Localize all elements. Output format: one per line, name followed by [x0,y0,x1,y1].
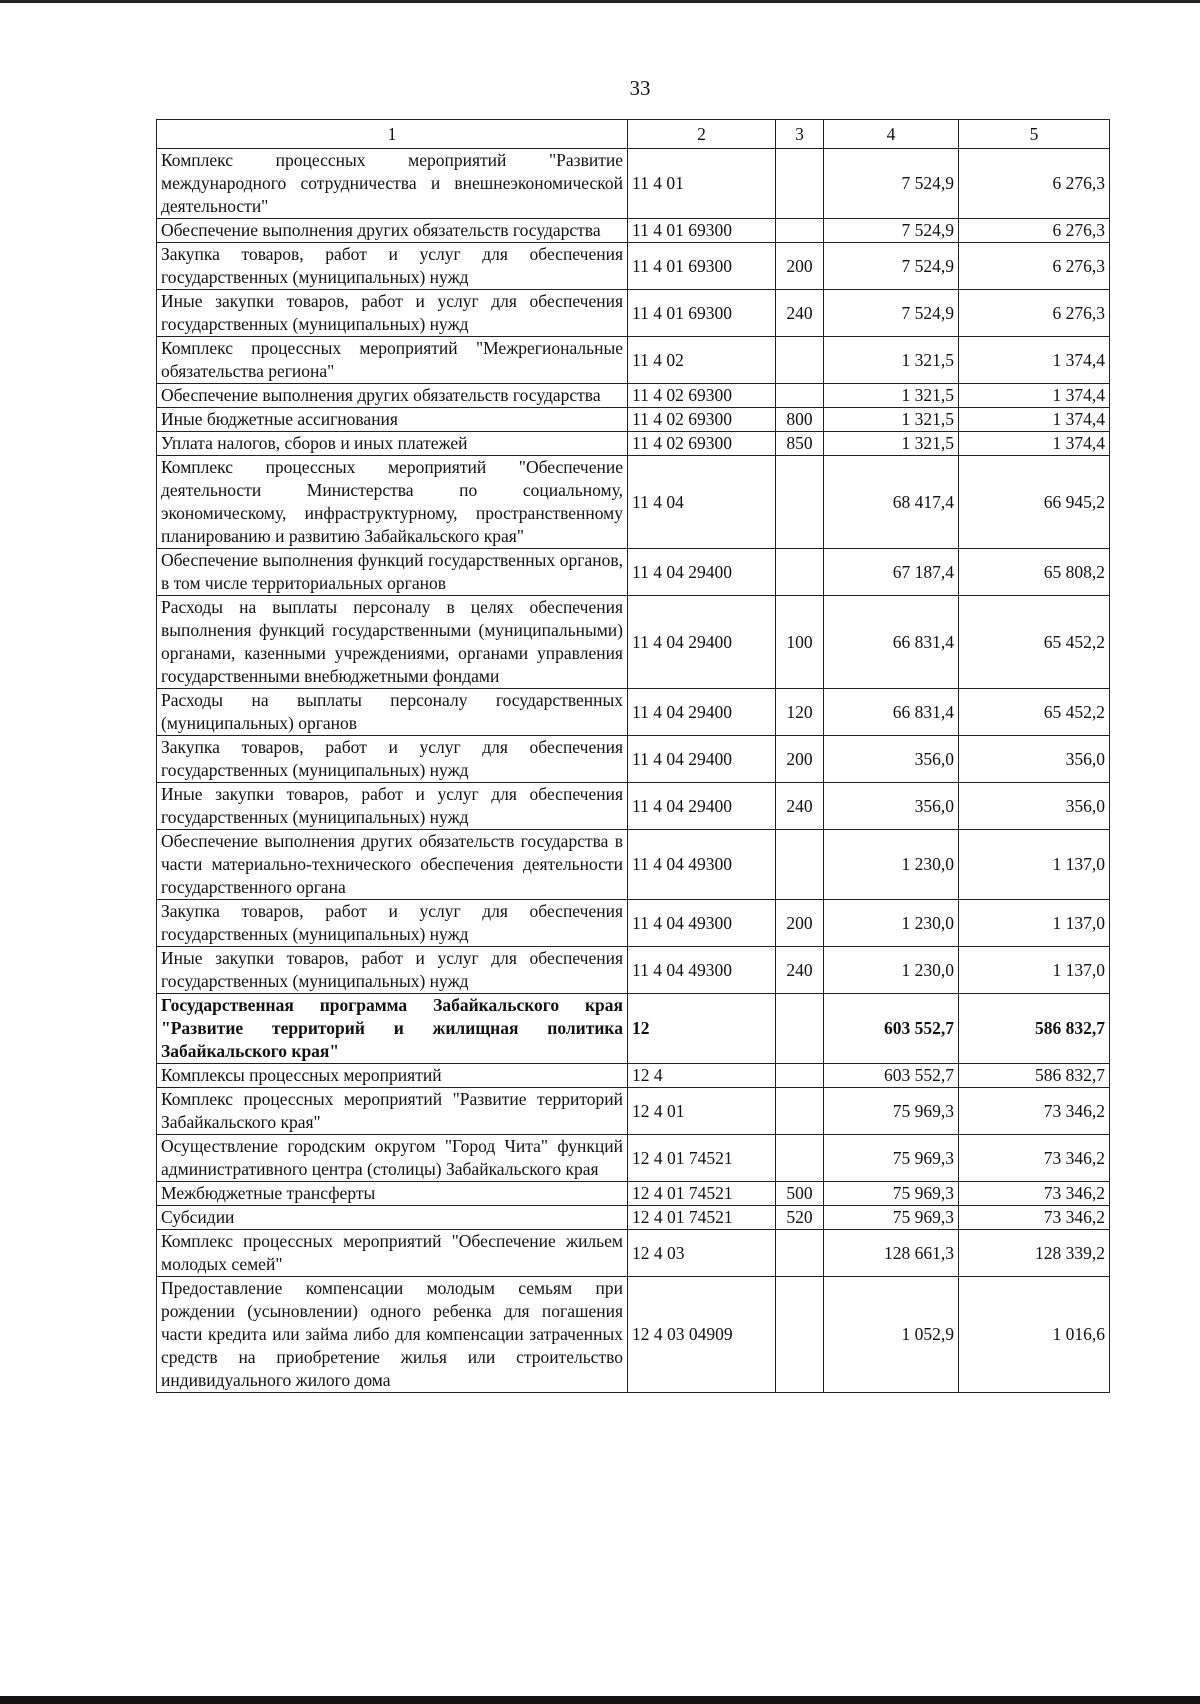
row-value-year1-cell: 1 321,5 [824,408,959,432]
row-expense-type-cell: 240 [776,290,824,337]
table-row [157,290,1110,337]
row-code-cell: 11 4 04 29400 [628,689,776,736]
row-expense-type-cell [776,1277,824,1393]
row-name-cell: Комплексы процессных мероприятий [157,1064,628,1088]
row-code-cell: 11 4 04 49300 [628,900,776,947]
row-code-cell: 12 4 01 74521 [628,1182,776,1206]
row-name-cell: Расходы на выплаты персоналу в целях обеспечения выполнения функций государственными (муниципальными) органами, казенными учреждениями, органами управления государственными внебюджетными фондами [157,596,628,689]
row-expense-type-cell: 800 [776,408,824,432]
row-value-year2-cell: 128 339,2 [959,1230,1110,1277]
row-name-cell: Обеспечение выполнения других обязательств государства [157,384,628,408]
row-value-year1-cell: 67 187,4 [824,549,959,596]
row-name-cell: Государственная программа Забайкальского края "Развитие территорий и жилищная политика Забайкальского края" [157,994,628,1064]
column-header: 1 [157,120,628,149]
row-value-year1-cell: 356,0 [824,736,959,783]
row-value-year2-cell: 6 276,3 [959,243,1110,290]
row-value-year2-cell: 6 276,3 [959,290,1110,337]
column-header: 4 [824,120,959,149]
row-code-cell: 11 4 04 [628,456,776,549]
row-value-year1-cell: 7 524,9 [824,219,959,243]
row-code-cell: 11 4 04 49300 [628,947,776,994]
row-name-cell: Иные закупки товаров, работ и услуг для обеспечения государственных (муниципальных) нужд [157,947,628,994]
row-expense-type-cell: 200 [776,736,824,783]
table-row [157,900,1110,947]
row-name-cell: Обеспечение выполнения других обязательств государства в части материально-технического обеспечения деятельности государственного органа [157,830,628,900]
row-expense-type-cell: 200 [776,900,824,947]
row-code-cell: 12 4 01 74521 [628,1206,776,1230]
table-row [157,1206,1110,1230]
row-code-cell: 11 4 04 49300 [628,830,776,900]
row-value-year2-cell: 1 374,4 [959,384,1110,408]
row-expense-type-cell: 240 [776,947,824,994]
row-value-year1-cell: 1 321,5 [824,432,959,456]
row-value-year2-cell: 1 374,4 [959,408,1110,432]
row-expense-type-cell [776,1135,824,1182]
scan-edge-bottom [0,1696,1200,1704]
row-expense-type-cell: 850 [776,432,824,456]
row-value-year2-cell: 1 016,6 [959,1277,1110,1393]
row-name-cell: Уплата налогов, сборов и иных платежей [157,432,628,456]
row-code-cell: 11 4 04 29400 [628,736,776,783]
scan-edge-top [0,0,1200,3]
table-row [157,689,1110,736]
column-header: 2 [628,120,776,149]
row-code-cell: 11 4 04 29400 [628,549,776,596]
table-row [157,243,1110,290]
row-expense-type-cell [776,830,824,900]
table-row [157,549,1110,596]
row-value-year1-cell: 603 552,7 [824,1064,959,1088]
column-header: 3 [776,120,824,149]
row-value-year2-cell: 73 346,2 [959,1135,1110,1182]
row-value-year2-cell: 65 808,2 [959,549,1110,596]
row-value-year2-cell: 65 452,2 [959,689,1110,736]
row-code-cell: 11 4 01 [628,149,776,219]
row-value-year1-cell: 1 230,0 [824,900,959,947]
row-name-cell: Комплекс процессных мероприятий "Развитие территорий Забайкальского края" [157,1088,628,1135]
row-code-cell: 11 4 01 69300 [628,290,776,337]
row-value-year2-cell: 356,0 [959,783,1110,830]
table-row [157,994,1110,1064]
row-code-cell: 12 4 01 [628,1088,776,1135]
row-expense-type-cell [776,1230,824,1277]
row-code-cell: 12 4 [628,1064,776,1088]
row-expense-type-cell [776,337,824,384]
row-value-year1-cell: 1 230,0 [824,947,959,994]
row-value-year2-cell: 1 137,0 [959,947,1110,994]
table-row [157,432,1110,456]
row-value-year2-cell: 586 832,7 [959,994,1110,1064]
row-value-year2-cell: 73 346,2 [959,1182,1110,1206]
row-name-cell: Обеспечение выполнения других обязательств государства [157,219,628,243]
table-row [157,1088,1110,1135]
row-code-cell: 11 4 04 29400 [628,783,776,830]
row-value-year1-cell: 66 831,4 [824,689,959,736]
row-name-cell: Комплекс процессных мероприятий "Обеспечение деятельности Министерства по социальному, экономическому, инфраструктурному, пространственному планированию и развитию Забайкальского края" [157,456,628,549]
row-value-year2-cell: 1 137,0 [959,900,1110,947]
row-name-cell: Закупка товаров, работ и услуг для обеспечения государственных (муниципальных) нужд [157,900,628,947]
row-value-year1-cell: 1 321,5 [824,337,959,384]
table-row [157,596,1110,689]
row-name-cell: Комплекс процессных мероприятий "Межрегиональные обязательства региона" [157,337,628,384]
row-name-cell: Межбюджетные трансферты [157,1182,628,1206]
table-row [157,149,1110,219]
header-row [157,120,1110,149]
row-value-year2-cell: 1 374,4 [959,432,1110,456]
row-code-cell: 12 4 03 [628,1230,776,1277]
table-row [157,1230,1110,1277]
row-value-year2-cell: 356,0 [959,736,1110,783]
row-code-cell: 11 4 01 69300 [628,219,776,243]
row-value-year1-cell: 1 052,9 [824,1277,959,1393]
row-name-cell: Комплекс процессных мероприятий "Развитие международного сотрудничества и внешнеэкономической деятельности" [157,149,628,219]
table-row [157,736,1110,783]
row-code-cell: 11 4 02 69300 [628,408,776,432]
row-name-cell: Предоставление компенсации молодым семьям при рождении (усыновлении) одного ребенка для погашения части кредита или займа либо для компенсации затраченных средств на приобретение жилья или строительство индивидуального жилого дома [157,1277,628,1393]
row-expense-type-cell: 500 [776,1182,824,1206]
row-value-year1-cell: 75 969,3 [824,1088,959,1135]
row-expense-type-cell [776,149,824,219]
row-code-cell: 12 [628,994,776,1064]
row-value-year1-cell: 603 552,7 [824,994,959,1064]
row-expense-type-cell: 120 [776,689,824,736]
row-value-year1-cell: 75 969,3 [824,1182,959,1206]
row-expense-type-cell: 520 [776,1206,824,1230]
row-value-year1-cell: 75 969,3 [824,1135,959,1182]
row-name-cell: Осуществление городским округом "Город Чита" функций административного центра (столицы) Забайкальского края [157,1135,628,1182]
row-name-cell: Иные закупки товаров, работ и услуг для обеспечения государственных (муниципальных) нужд [157,783,628,830]
table-row [157,947,1110,994]
row-value-year1-cell: 1 230,0 [824,830,959,900]
row-value-year1-cell: 66 831,4 [824,596,959,689]
table-row [157,1135,1110,1182]
budget-table [156,119,1110,1393]
table-row [157,1182,1110,1206]
row-expense-type-cell [776,219,824,243]
row-value-year1-cell: 7 524,9 [824,243,959,290]
row-code-cell: 11 4 02 69300 [628,432,776,456]
table-body [157,149,1110,1393]
table-row [157,384,1110,408]
row-value-year1-cell: 7 524,9 [824,290,959,337]
page-number: 33 [629,76,651,100]
row-value-year2-cell: 66 945,2 [959,456,1110,549]
row-value-year2-cell: 73 346,2 [959,1206,1110,1230]
row-value-year2-cell: 586 832,7 [959,1064,1110,1088]
row-value-year2-cell: 1 374,4 [959,337,1110,384]
table-row [157,1277,1110,1393]
row-expense-type-cell [776,1088,824,1135]
table-row [157,456,1110,549]
row-code-cell: 12 4 03 04909 [628,1277,776,1393]
row-expense-type-cell [776,994,824,1064]
row-expense-type-cell [776,549,824,596]
row-name-cell: Закупка товаров, работ и услуг для обеспечения государственных (муниципальных) нужд [157,736,628,783]
row-value-year1-cell: 75 969,3 [824,1206,959,1230]
row-name-cell: Иные закупки товаров, работ и услуг для обеспечения государственных (муниципальных) нужд [157,290,628,337]
row-expense-type-cell: 100 [776,596,824,689]
row-value-year1-cell: 356,0 [824,783,959,830]
column-header: 5 [959,120,1110,149]
row-value-year1-cell: 7 524,9 [824,149,959,219]
row-expense-type-cell: 240 [776,783,824,830]
row-value-year1-cell: 1 321,5 [824,384,959,408]
row-name-cell: Субсидии [157,1206,628,1230]
table-row [157,1064,1110,1088]
row-code-cell: 11 4 02 [628,337,776,384]
row-value-year2-cell: 65 452,2 [959,596,1110,689]
row-name-cell: Закупка товаров, работ и услуг для обеспечения государственных (муниципальных) нужд [157,243,628,290]
row-name-cell: Иные бюджетные ассигнования [157,408,628,432]
table-row [157,219,1110,243]
row-value-year2-cell: 1 137,0 [959,830,1110,900]
table-row [157,830,1110,900]
row-expense-type-cell [776,456,824,549]
table-row [157,337,1110,384]
row-code-cell: 11 4 01 69300 [628,243,776,290]
row-code-cell: 11 4 02 69300 [628,384,776,408]
row-code-cell: 12 4 01 74521 [628,1135,776,1182]
row-expense-type-cell: 200 [776,243,824,290]
row-name-cell: Расходы на выплаты персоналу государственных (муниципальных) органов [157,689,628,736]
table-row [157,408,1110,432]
row-name-cell: Обеспечение выполнения функций государственных органов, в том числе территориальных органов [157,549,628,596]
row-value-year1-cell: 128 661,3 [824,1230,959,1277]
row-expense-type-cell [776,1064,824,1088]
row-name-cell: Комплекс процессных мероприятий "Обеспечение жильем молодых семей" [157,1230,628,1277]
row-code-cell: 11 4 04 29400 [628,596,776,689]
row-value-year2-cell: 6 276,3 [959,219,1110,243]
row-value-year1-cell: 68 417,4 [824,456,959,549]
row-value-year2-cell: 6 276,3 [959,149,1110,219]
row-value-year2-cell: 73 346,2 [959,1088,1110,1135]
row-expense-type-cell [776,384,824,408]
table-row [157,783,1110,830]
